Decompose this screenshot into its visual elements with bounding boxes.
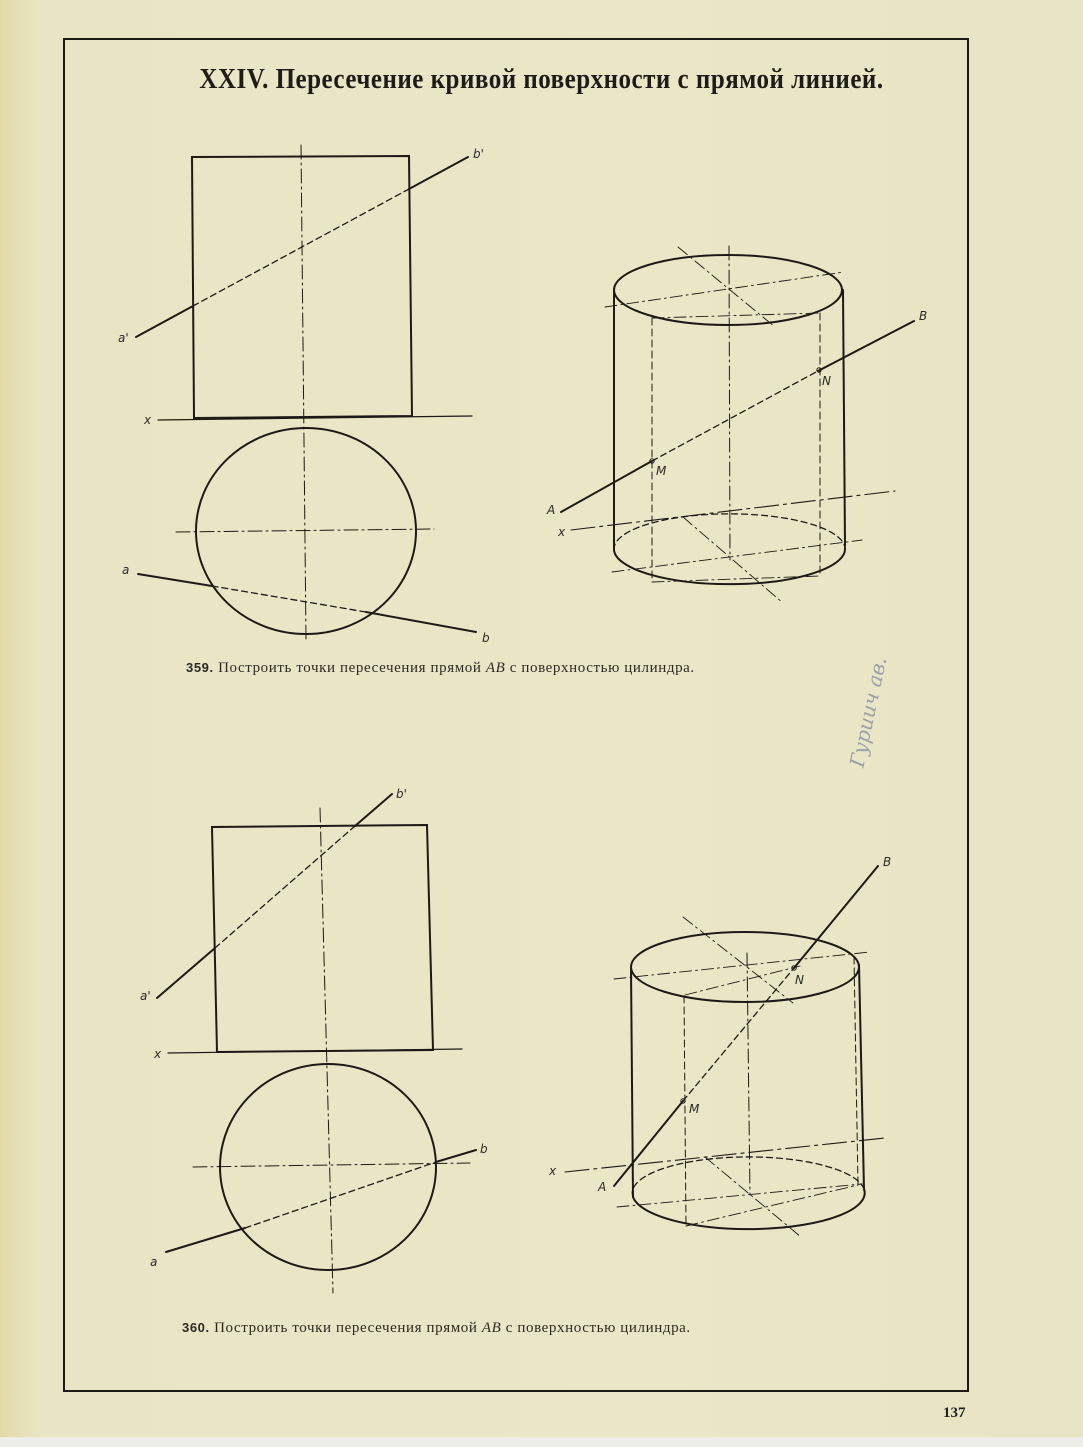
svg-text:a': a' xyxy=(140,989,151,1003)
caption-text: Построить точки пересечения прямой xyxy=(214,1320,482,1336)
figure-number: 360. xyxy=(182,1320,210,1335)
svg-text:b': b' xyxy=(473,147,484,161)
svg-text:a: a xyxy=(150,1255,158,1269)
figure-359-pictorial xyxy=(546,246,927,603)
svg-text:A: A xyxy=(598,1180,607,1194)
page-number: 137 xyxy=(943,1405,966,1421)
figure-number: 359. xyxy=(186,660,214,675)
page-title: XXIV. Пересечение кривой поверхности с прямой линией. xyxy=(199,64,884,95)
svg-text:N: N xyxy=(822,374,831,388)
caption-text-end: с поверхностью цилиндра. xyxy=(501,1320,691,1336)
svg-text:x: x xyxy=(558,525,566,539)
figure-360-caption xyxy=(182,1320,691,1337)
svg-text:a': a' xyxy=(118,331,129,345)
figure-359-orthographic xyxy=(118,145,490,645)
caption-line-label: AB xyxy=(485,660,506,676)
svg-text:B: B xyxy=(919,309,928,323)
caption-text-end: с поверхностью цилиндра. xyxy=(505,660,695,676)
figure-360-orthographic xyxy=(140,787,488,1293)
svg-text:x: x xyxy=(144,413,152,427)
svg-text:N: N xyxy=(795,973,804,987)
figure-359-caption xyxy=(186,660,695,677)
svg-text:b': b' xyxy=(396,787,407,801)
svg-text:M: M xyxy=(656,464,667,478)
svg-text:b: b xyxy=(482,631,490,645)
svg-text:b: b xyxy=(480,1142,488,1156)
svg-text:M: M xyxy=(689,1102,700,1116)
svg-text:x: x xyxy=(154,1047,162,1061)
svg-text:x: x xyxy=(549,1164,557,1178)
figure-360-pictorial xyxy=(548,855,891,1237)
svg-text:a: a xyxy=(122,563,130,577)
caption-line-label: AB xyxy=(481,1320,502,1336)
svg-text:A: A xyxy=(547,503,556,517)
caption-text: Построить точки пересечения прямой xyxy=(218,660,486,676)
svg-text:B: B xyxy=(883,855,892,869)
handwritten-annotation: Гуриич ав. xyxy=(844,654,892,770)
